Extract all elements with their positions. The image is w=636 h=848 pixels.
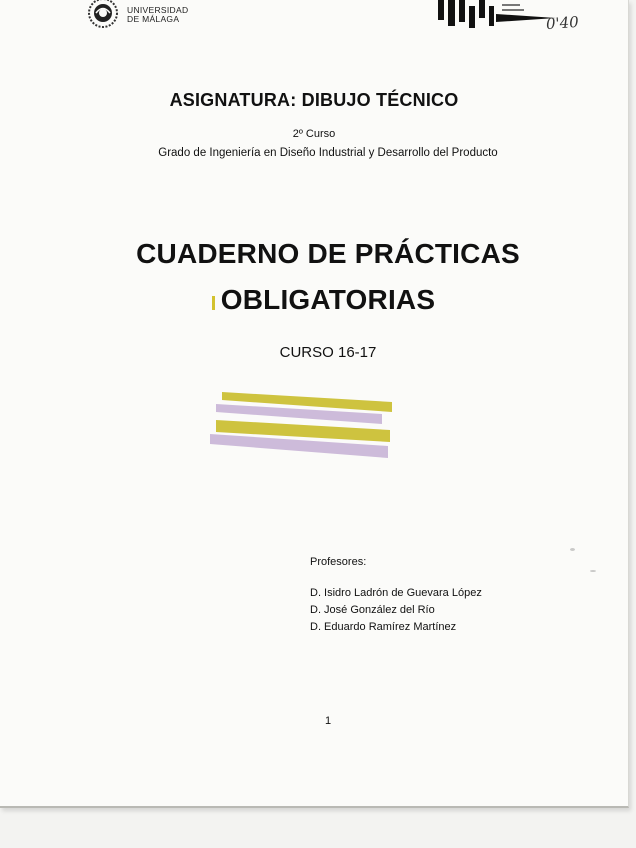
main-title-line2: OBLIGATORIAS (220, 284, 436, 315)
degree-name: Grado de Ingeniería en Diseño Industrial y Desarrollo del Producto (158, 147, 498, 159)
university-name-line2: DE MÁLAGA (127, 14, 180, 24)
scan-smudge (570, 548, 575, 551)
university-name (127, 6, 188, 24)
academic-year: CURSO 16-17 (279, 344, 377, 361)
professors-label: Profesores: (310, 556, 367, 568)
professors-list (310, 585, 482, 636)
university-name-line1: UNIVERSIDAD (127, 5, 189, 15)
course-label: 2º Curso (292, 128, 336, 140)
scan-smudge (590, 570, 596, 572)
professor-name: D. José González del Río (310, 604, 435, 616)
handwritten-note: 0'40 (545, 12, 580, 34)
main-title-line1: CUADERNO DE PRÁCTICAS (136, 238, 520, 269)
university-logo (86, 0, 188, 32)
highlighter-stripes (206, 388, 396, 468)
university-seal-icon (86, 0, 120, 32)
page-number: 1 (324, 715, 332, 727)
professor-name: D. Eduardo Ramírez Martínez (310, 621, 457, 633)
professor-name: D. Isidro Ladrón de Guevara López (310, 587, 482, 599)
subject-title: ASIGNATURA: DIBUJO TÉCNICO (169, 90, 459, 110)
